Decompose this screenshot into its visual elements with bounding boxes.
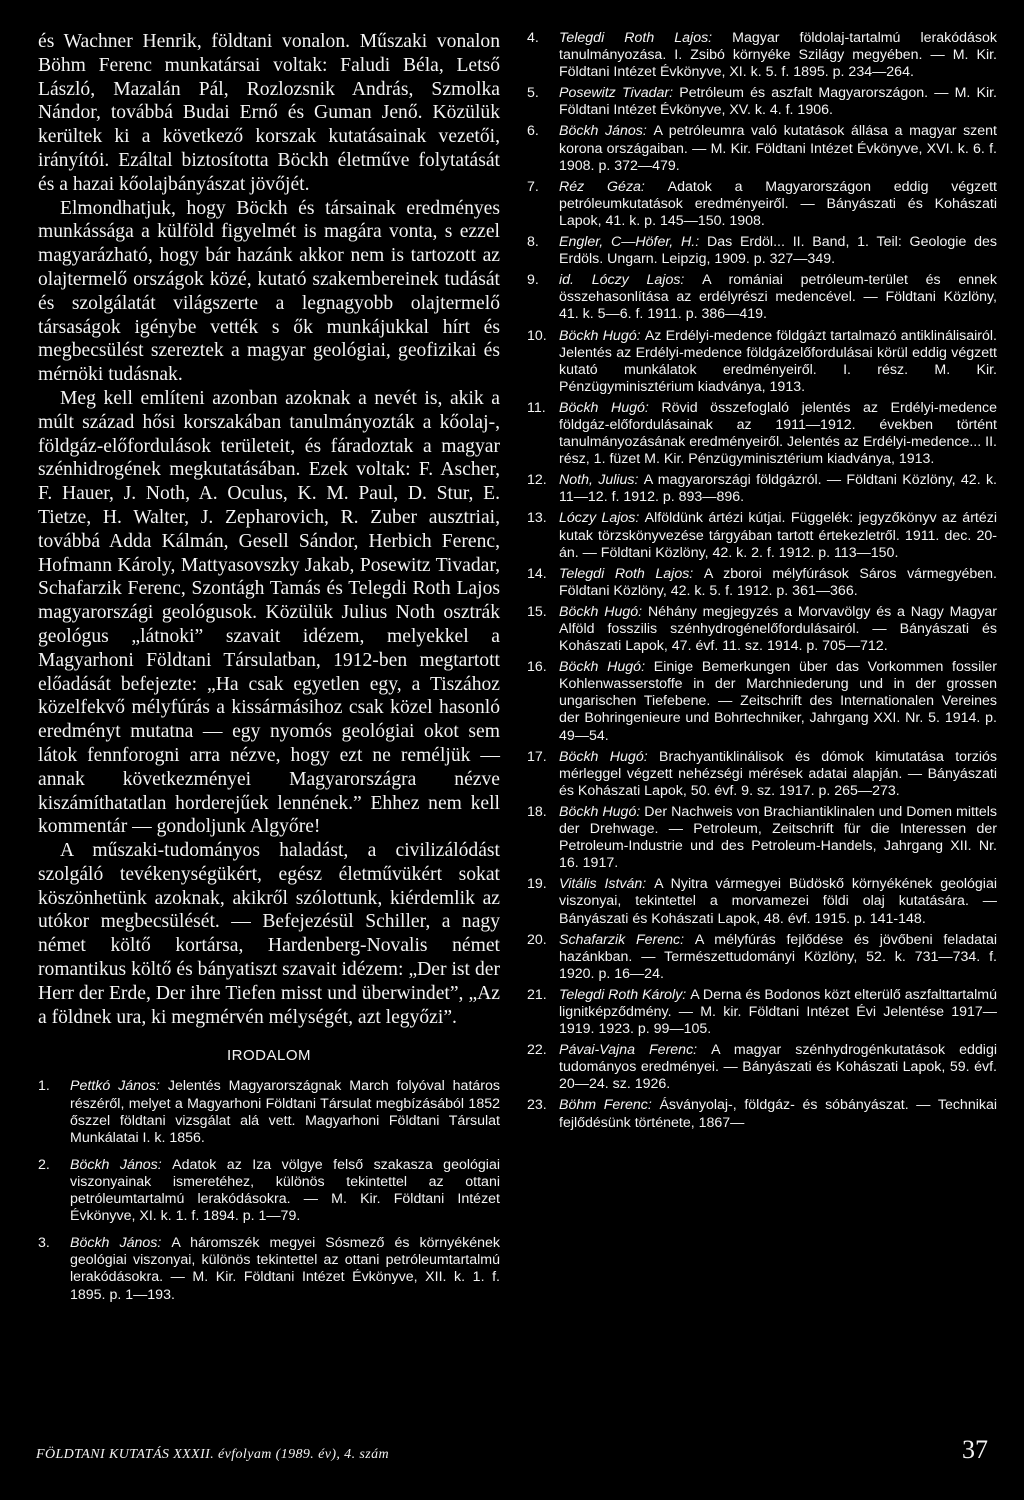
- reference-body: Magyar földolaj-tartalmú lerakódások tanulmányozása. I. Zsibó környéke Szilágy megyében. — M. Kir. Földtani Intézet Évkönyve, XI. k. 5. f. 1895. p. 234—264.: [559, 30, 997, 81]
- reference-item: [527, 123, 997, 174]
- reference-body: Az Erdélyi-medence földgázt tartalmazó antiklinálisairól. Jelentés az Erdélyi-medence földgázelőfordulásai körül eddig végzett kutató munkálatok eredményeiről. I. rész. M. Kir. Pénzügyminisztérium kiadványa, 1913.: [559, 327, 997, 395]
- reference-item: [527, 659, 997, 744]
- reference-author: Böckh Hugó:: [559, 748, 660, 765]
- reference-body: A petróleumra való kutatások állása a magyar szent korona országaiban. — M. Kir. Földtani Intézet Évkönyve, XVI. k. 6. f. 1908. p. 372—479.: [559, 123, 998, 174]
- reference-author: id. Lóczy Lajos:: [559, 272, 703, 289]
- reference-text: [559, 987, 997, 1038]
- reference-text: [559, 328, 997, 396]
- reference-item: [38, 1157, 500, 1225]
- right-column: [527, 30, 997, 1136]
- reference-author: Posewitz Tivadar:: [559, 85, 680, 102]
- body-paragraph: Meg kell említeni azonban azoknak a nevét is, akik a múlt század hősi korszakában tanulmányozták a kőolaj-, földgáz-előfordulások területeit, és fáradoztak a magyar szénhidrogének megkutatásában. Ezek voltak: F. Ascher, F. Hauer, J. Noth, A. Oculus, K. M. Paul, D. Stur, E. Tietze, H. Walter, J. Zepharovich, R. Zuber ausztriai, továbbá Adda Kálmán, Gesell Sándor, Herbich Ferenc, Hofmann Károly, Mattyasovszky Jakab, Posewitz Tivadar, Schafarzik Ferenc, Szontágh Tamás és Telegdi Roth Lajos magyarországi geológusok. Közülük Julius Noth osztrák geológus „látnoki” szavait idézem, melyekkel a Magyarhoni Földtani Társulatban, 1912-ben megtartott előadását befejezte: „Ha csak egyetlen egy, a Tiszához közelfekvő mélyfúrás a kissármásihoz csak közel hasonló eredményt mutatna — egy nyomós geológiai okot sem látok fennforogni arra nézve, hogy ezt ne reméljük — annak következményei Magyarországra nézve kiszámíthatatlan horderejűek lennének.” Ehhez nem kell kommentár — gondoljunk Algyőre!: [38, 387, 500, 838]
- reference-item: [527, 876, 997, 927]
- reference-body: A mélyfúrás fejlődése és jövőbeni feladatai hazánkban. — Természettudományi Közlöny, 52. k. 731—734. f. 1920. p. 16—24.: [559, 931, 997, 982]
- references-heading: IRODALOM: [226, 1047, 311, 1065]
- reference-number: 10.: [527, 327, 547, 344]
- reference-item: [527, 328, 997, 396]
- reference-item: [527, 472, 997, 506]
- reference-body: Alföldünk ártézi kútjai. Függelék: jegyzőkönyv az ártézi kutak törzskönyvezése tárgyában tartott értekezletről. 1911. dec. 20-án. — Földtani Közlöny, 42. k. 2. f. 1912. p. 113—150.: [559, 510, 998, 561]
- reference-item: [527, 1097, 997, 1131]
- body-paragraph: A műszaki-tudományos haladást, a civilizálódást szolgáló tevékenységükért, egész életművükért sokat köszönhetünk azoknak, akikről szólottunk, kiérdemlik az utókor megbecsülését. — Befejezésül Schiller, a nagy német költő kortársa, Hardenberg-Novalis német romantikus költő és bányatiszt szavait idézem: „Der ist der Herr der Erde, Der ihre Tiefen misst und überwindet”, „Az a földnek ura, ki megmérvén mélységét, azt legyőzi”.: [38, 840, 500, 1028]
- reference-body: Adatok az Iza völgye felső szakasza geológiai viszonyainak ismeretéhez, különös tekintettel az ottani petróleumtartalmú lerakódásokra. — M. Kir. Földtani Intézet Évkönyve, XI. k. 1. f. 1894. p. 1—79.: [70, 1156, 500, 1225]
- reference-author: Telegdi Roth Károly:: [559, 986, 691, 1003]
- reference-text: [559, 123, 997, 174]
- reference-number: 19.: [527, 876, 547, 893]
- reference-text: [559, 234, 997, 268]
- reference-text: [559, 30, 997, 81]
- reference-list-right: [527, 30, 997, 1132]
- reference-list-left: [38, 1078, 500, 1303]
- reference-body: Rövid összefoglaló jelentés az Erdélyi-medence földgáz-előfordulásainak az 1911—1912. években történt tanulmányozásának eredményeiről. Jelentés az Erdélyi-medence... II. rész, 1. füzet M. Kir. Pénzügyminisztérium kiadványa, 1913.: [559, 399, 997, 468]
- reference-body: Der Nachweis von Brachiantiklinalen und Domen mittels der Drehwage. — Petroleum, Zeitschrift für die Interessen der Petroleum-Industrie und des Petroleum-Handels, Jahrgang XII. Nr. 16. 1917.: [559, 803, 997, 872]
- reference-number: 9.: [527, 272, 539, 289]
- reference-number: 18.: [527, 803, 547, 820]
- reference-number: 20.: [527, 931, 547, 948]
- reference-author: Schafarzik Ferenc:: [559, 931, 695, 948]
- left-column: [38, 30, 500, 1314]
- reference-number: 2.: [38, 1156, 50, 1173]
- reference-number: 14.: [527, 565, 547, 582]
- journal-footer: FÖLDTANI KUTATÁS XXXII. évfolyam (1989. év), 4. szám: [36, 1447, 389, 1462]
- reference-body: A zboroi mélyfúrások Sáros vármegyében. Földtani Közlöny, 42. k. 5. f. 1912. p. 361—366.: [559, 565, 997, 599]
- reference-number: 6.: [527, 123, 539, 140]
- reference-author: Böhm Ferenc:: [559, 1097, 660, 1114]
- reference-author: Böckh János:: [70, 1235, 172, 1252]
- reference-author: Böckh János:: [559, 123, 654, 140]
- reference-author: Böckh János:: [70, 1156, 173, 1173]
- reference-body: Adatok a Magyarországon eddig végzett petróleumkutatások eredményeiről. — Bányászati és Kohászati Lapok, 41. k. p. 145—150. 1908.: [559, 178, 997, 229]
- reference-author: Pettkó János:: [70, 1078, 168, 1095]
- reference-text: [559, 659, 997, 744]
- reference-author: Böckh Hugó:: [559, 327, 645, 344]
- reference-text: [559, 272, 997, 323]
- reference-item: [527, 987, 997, 1038]
- reference-author: Engler, C—Höfer, H.:: [559, 234, 707, 251]
- reference-body: Ásványolaj-, földgáz- és sóbányászat. — Technikai fejlődésünk története, 1867—: [559, 1097, 998, 1131]
- reference-text: [559, 932, 997, 983]
- reference-item: [527, 566, 997, 600]
- body-paragraph: és Wachner Henrik, földtani vonalon. Műszaki vonalon Böhm Ferenc munkatársai voltak: Faludi Béla, Letső László, Mazalán Pál, Rozlozsnik András, Szmolka Nándor, továbbá Budai Ernő és Guman Jenő. Közülük kerültek ki a következő korszak kutatásainak vezetői, irányítói. Ezáltal biztosította Böckh életműve folytatását és a hazai kőolajbányászat jövőjét.: [38, 31, 500, 195]
- reference-text: [559, 510, 997, 561]
- reference-item: [527, 85, 997, 119]
- reference-author: Böckh Hugó:: [559, 803, 645, 820]
- reference-author: Böckh Hugó:: [559, 603, 648, 620]
- reference-body: Néhány megjegyzés a Morvavölgy és a Nagy Magyar Alföld fosszilis szénhydrogénelőfordulásairól. — Bányászati és Kohászati Lapok, 47. évf. 11. sz. 1914. p. 705—712.: [559, 603, 997, 655]
- reference-body: Das Erdöl... II. Band, 1. Teil: Geologie des Erdöls. Ungarn. Leipzig, 1909. p. 327—349.: [559, 234, 997, 268]
- reference-author: Böckh Hugó:: [559, 659, 654, 676]
- reference-body: A Derna és Bodonos közt elterülő aszfalttartalmú lignitképződmény. — M. kir. Földtani Intézet Évi Jelentése 1917—1919. 1923. p. 99—105.: [559, 986, 997, 1038]
- reference-number: 4.: [527, 30, 539, 46]
- reference-number: 12.: [527, 472, 547, 489]
- reference-author: Vitális István:: [559, 876, 655, 893]
- reference-number: 23.: [527, 1097, 547, 1114]
- reference-body: A magyarországi földgázról. — Földtani Közlöny, 42. k. 11—12. f. 1912. p. 893—896.: [559, 472, 997, 506]
- reference-number: 15.: [527, 603, 547, 620]
- reference-item: [527, 749, 997, 800]
- reference-item: [527, 510, 997, 561]
- reference-text: [70, 1078, 500, 1146]
- reference-item: [527, 234, 997, 268]
- reference-author: Noth, Julius:: [559, 472, 644, 489]
- reference-text: [559, 566, 997, 600]
- reference-body: A magyar szénhydrogénkutatások eddigi tudományos eredményei. — Bányászati és Kohászati Lapok, 59. évf. 20—24. sz. 1926.: [559, 1042, 997, 1093]
- reference-text: [559, 749, 997, 800]
- reference-number: 5.: [527, 85, 539, 102]
- reference-item: [527, 804, 997, 872]
- reference-number: 8.: [527, 234, 539, 251]
- reference-text: [559, 472, 997, 506]
- reference-number: 11.: [527, 399, 546, 416]
- reference-body: Jelentés Magyarországnak March folyóval határos részéről, melyet a Magyarhoni Földtani Társulat megbízásából 1852 őszzel földtani vizsgálat alá vett. Magyarhoni Földtani Társulat Munkálatai I. k. 1856.: [70, 1078, 500, 1146]
- reference-text: [559, 804, 997, 872]
- reference-number: 13.: [527, 510, 547, 527]
- reference-item: [527, 604, 997, 655]
- reference-number: 21.: [527, 986, 547, 1003]
- reference-number: 22.: [527, 1042, 547, 1059]
- reference-text: [70, 1157, 500, 1225]
- reference-text: [559, 400, 997, 468]
- reference-text: [70, 1235, 500, 1303]
- reference-body: A romániai petróleum-terület és ennek összehasonlítása az erdélyrészi medencével. — Földtani Közlöny, 41. k. 5—6. f. 1911. p. 386—419.: [559, 272, 998, 323]
- reference-text: [559, 1097, 997, 1131]
- reference-number: 16.: [527, 659, 547, 676]
- reference-number: 3.: [38, 1235, 50, 1252]
- reference-author: Réz Géza:: [559, 178, 668, 195]
- reference-author: Lóczy Lajos:: [559, 510, 645, 527]
- reference-author: Telegdi Roth Lajos:: [559, 30, 733, 46]
- reference-text: [559, 876, 997, 927]
- reference-item: [527, 400, 997, 468]
- reference-item: [38, 1078, 500, 1146]
- reference-author: Pávai-Vajna Ferenc:: [559, 1042, 712, 1059]
- reference-item: [38, 1235, 500, 1303]
- reference-text: [559, 85, 997, 119]
- reference-author: Böckh Hugó:: [559, 399, 662, 416]
- reference-body: A háromszék megyei Sósmező és környékének geológiai viszonyai, különös tekintettel az ottani petróleumtartalmú lerakódásokra. — M. Kir. Földtani Intézet Évkönyve, XII. k. 1. f. 1895. p. 1—193.: [70, 1235, 500, 1303]
- reference-item: [527, 932, 997, 983]
- reference-number: 7.: [527, 178, 539, 195]
- page-number: 37: [962, 1435, 988, 1464]
- reference-body: Petróleum és aszfalt Magyarországon. — M. Kir. Földtani Intézet Évkönyve, XV. k. 4. f. 1906.: [559, 85, 998, 119]
- reference-text: [559, 179, 997, 230]
- reference-author: Telegdi Roth Lajos:: [559, 565, 704, 582]
- reference-item: [527, 272, 997, 323]
- reference-item: [527, 1042, 997, 1093]
- reference-body: Brachyantiklinálisok és dómok kimutatása torziós mérleggel végzett nehézségi mérések adatai alapján. — Bányászati és Kohászati Lapok, 50. évf. 9. sz. 1917. p. 265—273.: [559, 748, 997, 799]
- body-paragraph: Elmondhatjuk, hogy Böckh és társainak eredményes munkássága a külföld figyelmét is magára vonta, s ezzel magyarázható, hogy bár hazánk akkor nem is tartozott az olajtermelő országok közé, kutató szakembereinek tudását és szolgálatát világszerte a legnagyobb olajtermelő társaságok igénybe vették s ők munkájukkal hírt és megbecsülést szereztek a magyar geológiai, geofizikai és mérnöki tudásnak.: [38, 197, 500, 386]
- reference-number: 17.: [527, 748, 547, 765]
- reference-body: A Nyitra vármegyei Büdöskő környékének geológiai viszonyai, tekintettel a morvamezei földi olaj kutatására. — Bányászati és Kohászati Lapok, 48. évf. 1915. p. 141-148.: [559, 876, 997, 927]
- reference-number: 1.: [38, 1078, 50, 1095]
- reference-item: [527, 30, 997, 81]
- reference-text: [559, 1042, 997, 1093]
- reference-text: [559, 604, 997, 655]
- reference-body: Einige Bemerkungen über das Vorkommen fossiler Kohlenwasserstoffe in der Marchniederung und in der grossen ungarischen Tiefebene. — Zeitschrift des Internationalen Vereines der Bohringenieure und Bohrtechniker, Jahrgang XXI. Nr. 5. 1914. p. 49—54.: [559, 659, 997, 744]
- reference-item: [527, 179, 997, 230]
